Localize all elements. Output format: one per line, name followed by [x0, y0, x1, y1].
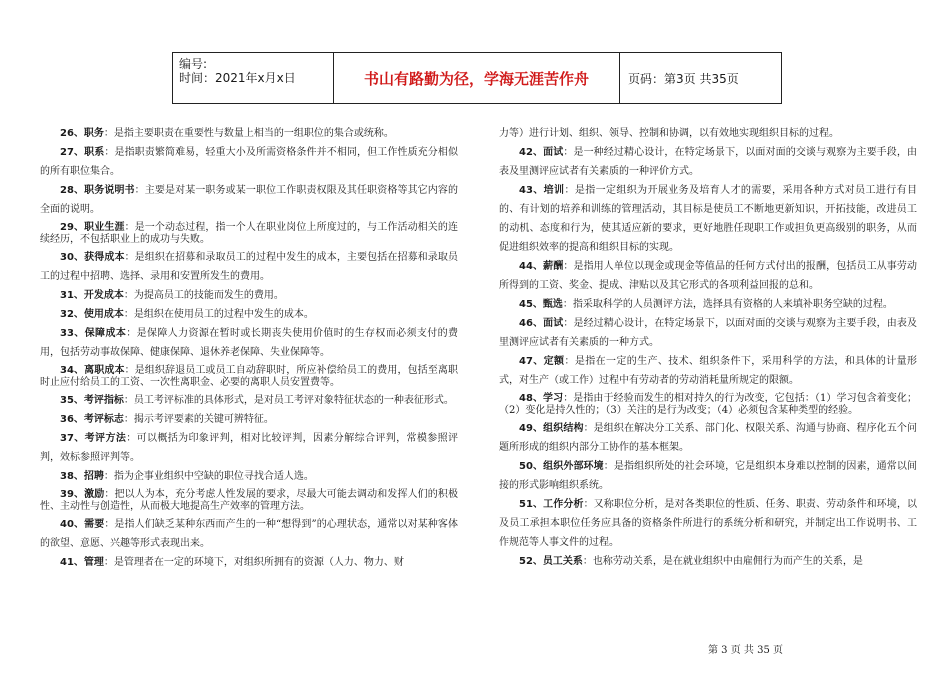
term-label: 36、考评标志	[60, 414, 124, 425]
term-label: 39、激励	[60, 489, 105, 500]
definition-text: ：是指职责繁简难易，轻重大小及所需资格条件并不相同，但工作性质充分相似的所有职位集合。	[40, 147, 459, 177]
definition-text: ：是指主要职责在重要性与数量上相当的一组职位的集合或统称。	[103, 128, 394, 139]
definition-paragraph	[499, 314, 917, 352]
term-label: 41、管理	[60, 557, 104, 568]
term-label: 50、组织外部环境	[519, 461, 604, 472]
definition-text: ：是组织辞退员工或员工自动辞职时，所应补偿给员工的费用，包括至离职时止应付给员工的工资、一次性离职金、必要的离职人员安置费等。	[40, 365, 458, 388]
page-footer: 第 3 页 共 35 页	[708, 645, 783, 656]
definition-text: ：是管理者在一定的环境下，对组织所拥有的资源（人力、物力、财	[103, 557, 404, 568]
definition-paragraph	[499, 181, 917, 257]
definition-paragraph	[40, 391, 458, 410]
term-label: 49、组织结构	[519, 423, 584, 434]
header-info-cell	[173, 53, 334, 103]
definition-text: 力等）进行计划、组织、领导、控制和协调，以有效地实现组织目标的过程。	[499, 128, 839, 139]
definition-paragraph	[40, 410, 458, 429]
definition-paragraph	[40, 181, 458, 219]
definition-paragraph	[40, 305, 458, 324]
term-label: 27、职系	[60, 147, 105, 158]
definition-paragraph	[40, 365, 458, 389]
term-label: 44、薪酬	[519, 261, 564, 272]
term-label: 43、培训	[519, 185, 565, 196]
term-label: 30、获得成本	[60, 252, 125, 263]
definition-text: ：也称劳动关系，是在就业组织中由雇佣行为而产生的关系，是	[582, 556, 863, 567]
definition-text: ：可以概括为印象评判，相对比较评判，因素分解综合评判，常模参照评判，效标参照评判等。	[40, 433, 458, 463]
document-number-label: 编号:	[179, 57, 208, 71]
term-label: 33、保障成本	[60, 328, 127, 339]
definition-text: ：主要是对某一职务或某一职位工作职责权限及其任职资格等其它内容的全面的说明。	[40, 185, 458, 215]
definition-text: ：是一个动态过程，指一个人在职业岗位上所度过的，与工作活动相关的连续经历，不包括职业上的成功与失败。	[40, 222, 458, 245]
definition-paragraph	[40, 489, 458, 513]
definition-text: ：是指用人单位以现金或现金等值品的任何方式付出的报酬，包括员工从事劳动所得到的工资、奖金、提成、津贴以及其它形式的各项利益回报的总和。	[499, 261, 918, 291]
definition-text: ：把以人为本，充分考虑人性发展的要求，尽最大可能去调动和发挥人们的积极性、主动性与创造性，从而极大地提高生产效率的管理方法。	[40, 489, 459, 512]
left-column	[40, 124, 458, 572]
definition-text: ：是指组织所处的社会环境，它是组织本身难以控制的因素，通常以间接的形式影响组织系统。	[499, 461, 918, 491]
definition-text: ：指为企事业组织中空缺的职位寻找合适人选。	[103, 471, 314, 482]
definition-paragraph	[40, 286, 458, 305]
page-header	[172, 52, 782, 104]
definition-paragraph	[499, 552, 917, 571]
definition-paragraph	[40, 553, 458, 572]
definition-paragraph	[40, 222, 458, 246]
term-label: 45、甄选	[519, 299, 563, 310]
term-label: 48、学习	[519, 393, 564, 404]
right-column	[499, 124, 917, 571]
definition-paragraph	[40, 124, 458, 143]
definition-text: ：是指由于经验而发生的相对持久的行为改变，它包括：（1）学习包含着变化；（2）变化是持久性的；（3）关注的是行为改变；（4）必须包含某种类型的经验。	[499, 393, 917, 416]
definition-text: ：是组织在使用员工的过程中发生的成本。	[123, 309, 314, 320]
definition-text: ：为提高员工的技能而发生的费用。	[123, 290, 284, 301]
definition-text: ：是保障人力资源在暂时或长期丧失使用价值时的生存权而必须支付的费用，包括劳动事故保障、健康保障、退休养老保障、失业保障等。	[40, 328, 458, 358]
term-label: 28、职务说明书	[60, 185, 135, 196]
definition-text: ：揭示考评要素的关键可辨特征。	[123, 414, 274, 425]
header-page-label: 页码：第3页 共35页	[628, 71, 739, 86]
definition-text: ：是指在一定的生产、技术、组织条件下，采用科学的方法，和具体的计量形式，对生产（或工作）过程中有劳动者的劳动消耗量所规定的限额。	[499, 356, 918, 386]
definition-text: ：指采取科学的人员测评方法，选择具有资格的人来填补职务空缺的过程。	[562, 299, 893, 310]
definition-paragraph	[40, 248, 458, 286]
definition-text: ：是经过精心设计，在特定场景下，以面对面的交谈与观察为主要手段，由表及里测评应试者有关素质的一种方式。	[499, 318, 918, 348]
term-label: 37、考评方法	[60, 433, 127, 444]
definition-paragraph	[499, 257, 917, 295]
definition-paragraph	[499, 393, 917, 417]
definition-text: ：员工考评标准的具体形式，是对员工考评对象特征状态的一种表征形式。	[123, 395, 454, 406]
term-label: 40、需要	[60, 519, 105, 530]
term-label: 52、员工关系	[519, 556, 583, 567]
header-motto: 书山有路勤为径，学海无涯苦作舟	[334, 53, 620, 103]
term-label: 29、职业生涯	[60, 222, 125, 233]
term-label: 38、招聘	[60, 471, 104, 482]
term-label: 47、定额	[519, 356, 565, 367]
definition-text: ：是一种经过精心设计，在特定场景下，以面对面的交谈与观察为主要手段，由表及里测评应试者有关素质的一种评价方式。	[499, 147, 918, 177]
term-label: 35、考评指标	[60, 395, 124, 406]
definition-paragraph	[499, 419, 917, 457]
term-label: 32、使用成本	[60, 309, 124, 320]
definition-text: ：是组织在招募和录取员工的过程中发生的成本，主要包括在招募和录取员工的过程中招聘、选择、录用和安置所发生的费用。	[40, 252, 458, 282]
definition-paragraph	[499, 495, 917, 552]
definition-text: ：又称职位分析，是对各类职位的性质、任务、职责、劳动条件和环境，以及员工承担本职位任务应具备的资格条件所进行的系统分析和研究，并制定出工作说明书、工作规范等人事文件的过程。	[499, 499, 917, 548]
definition-paragraph	[499, 143, 917, 181]
definition-paragraph	[40, 429, 458, 467]
definition-paragraph	[499, 295, 917, 314]
definition-paragraph	[40, 467, 458, 486]
definition-paragraph	[499, 457, 917, 495]
definition-text: ：是组织在解决分工关系、部门化、权限关系、沟通与协商、程序化五个问题所形成的组织内部分工协作的基本框架。	[499, 423, 917, 453]
definition-text: ：是指人们缺乏某种东西而产生的一种“想得到”的心理状态，通常以对某种客体的欲望、意愿、兴趣等形式表现出来。	[40, 519, 458, 549]
term-label: 31、开发成本	[60, 290, 124, 301]
term-label: 26、职务	[60, 128, 104, 139]
term-label: 42、面试	[519, 147, 564, 158]
definition-paragraph	[40, 324, 458, 362]
term-label: 46、面试	[519, 318, 564, 329]
term-label: 34、离职成本	[60, 365, 125, 376]
definition-paragraph	[499, 124, 917, 143]
definition-paragraph	[40, 515, 458, 553]
definition-paragraph	[499, 352, 917, 390]
definition-text: ：是指一定组织为开展业务及培育人才的需要，采用各种方式对员工进行有目的、有计划的培养和训练的管理活动，其目标是使员工不断地更新知识，开拓技能，改进员工的动机、态度和行为，使其适应新的要求，更好地胜任现职工作或担负更高级别的职务，从而促进组织效率的提高和组织目标的实现。	[499, 185, 918, 253]
term-label: 51、工作分析	[519, 499, 584, 510]
document-time-label: 时间：2021年x月x日	[179, 71, 296, 85]
definition-paragraph	[40, 143, 458, 181]
